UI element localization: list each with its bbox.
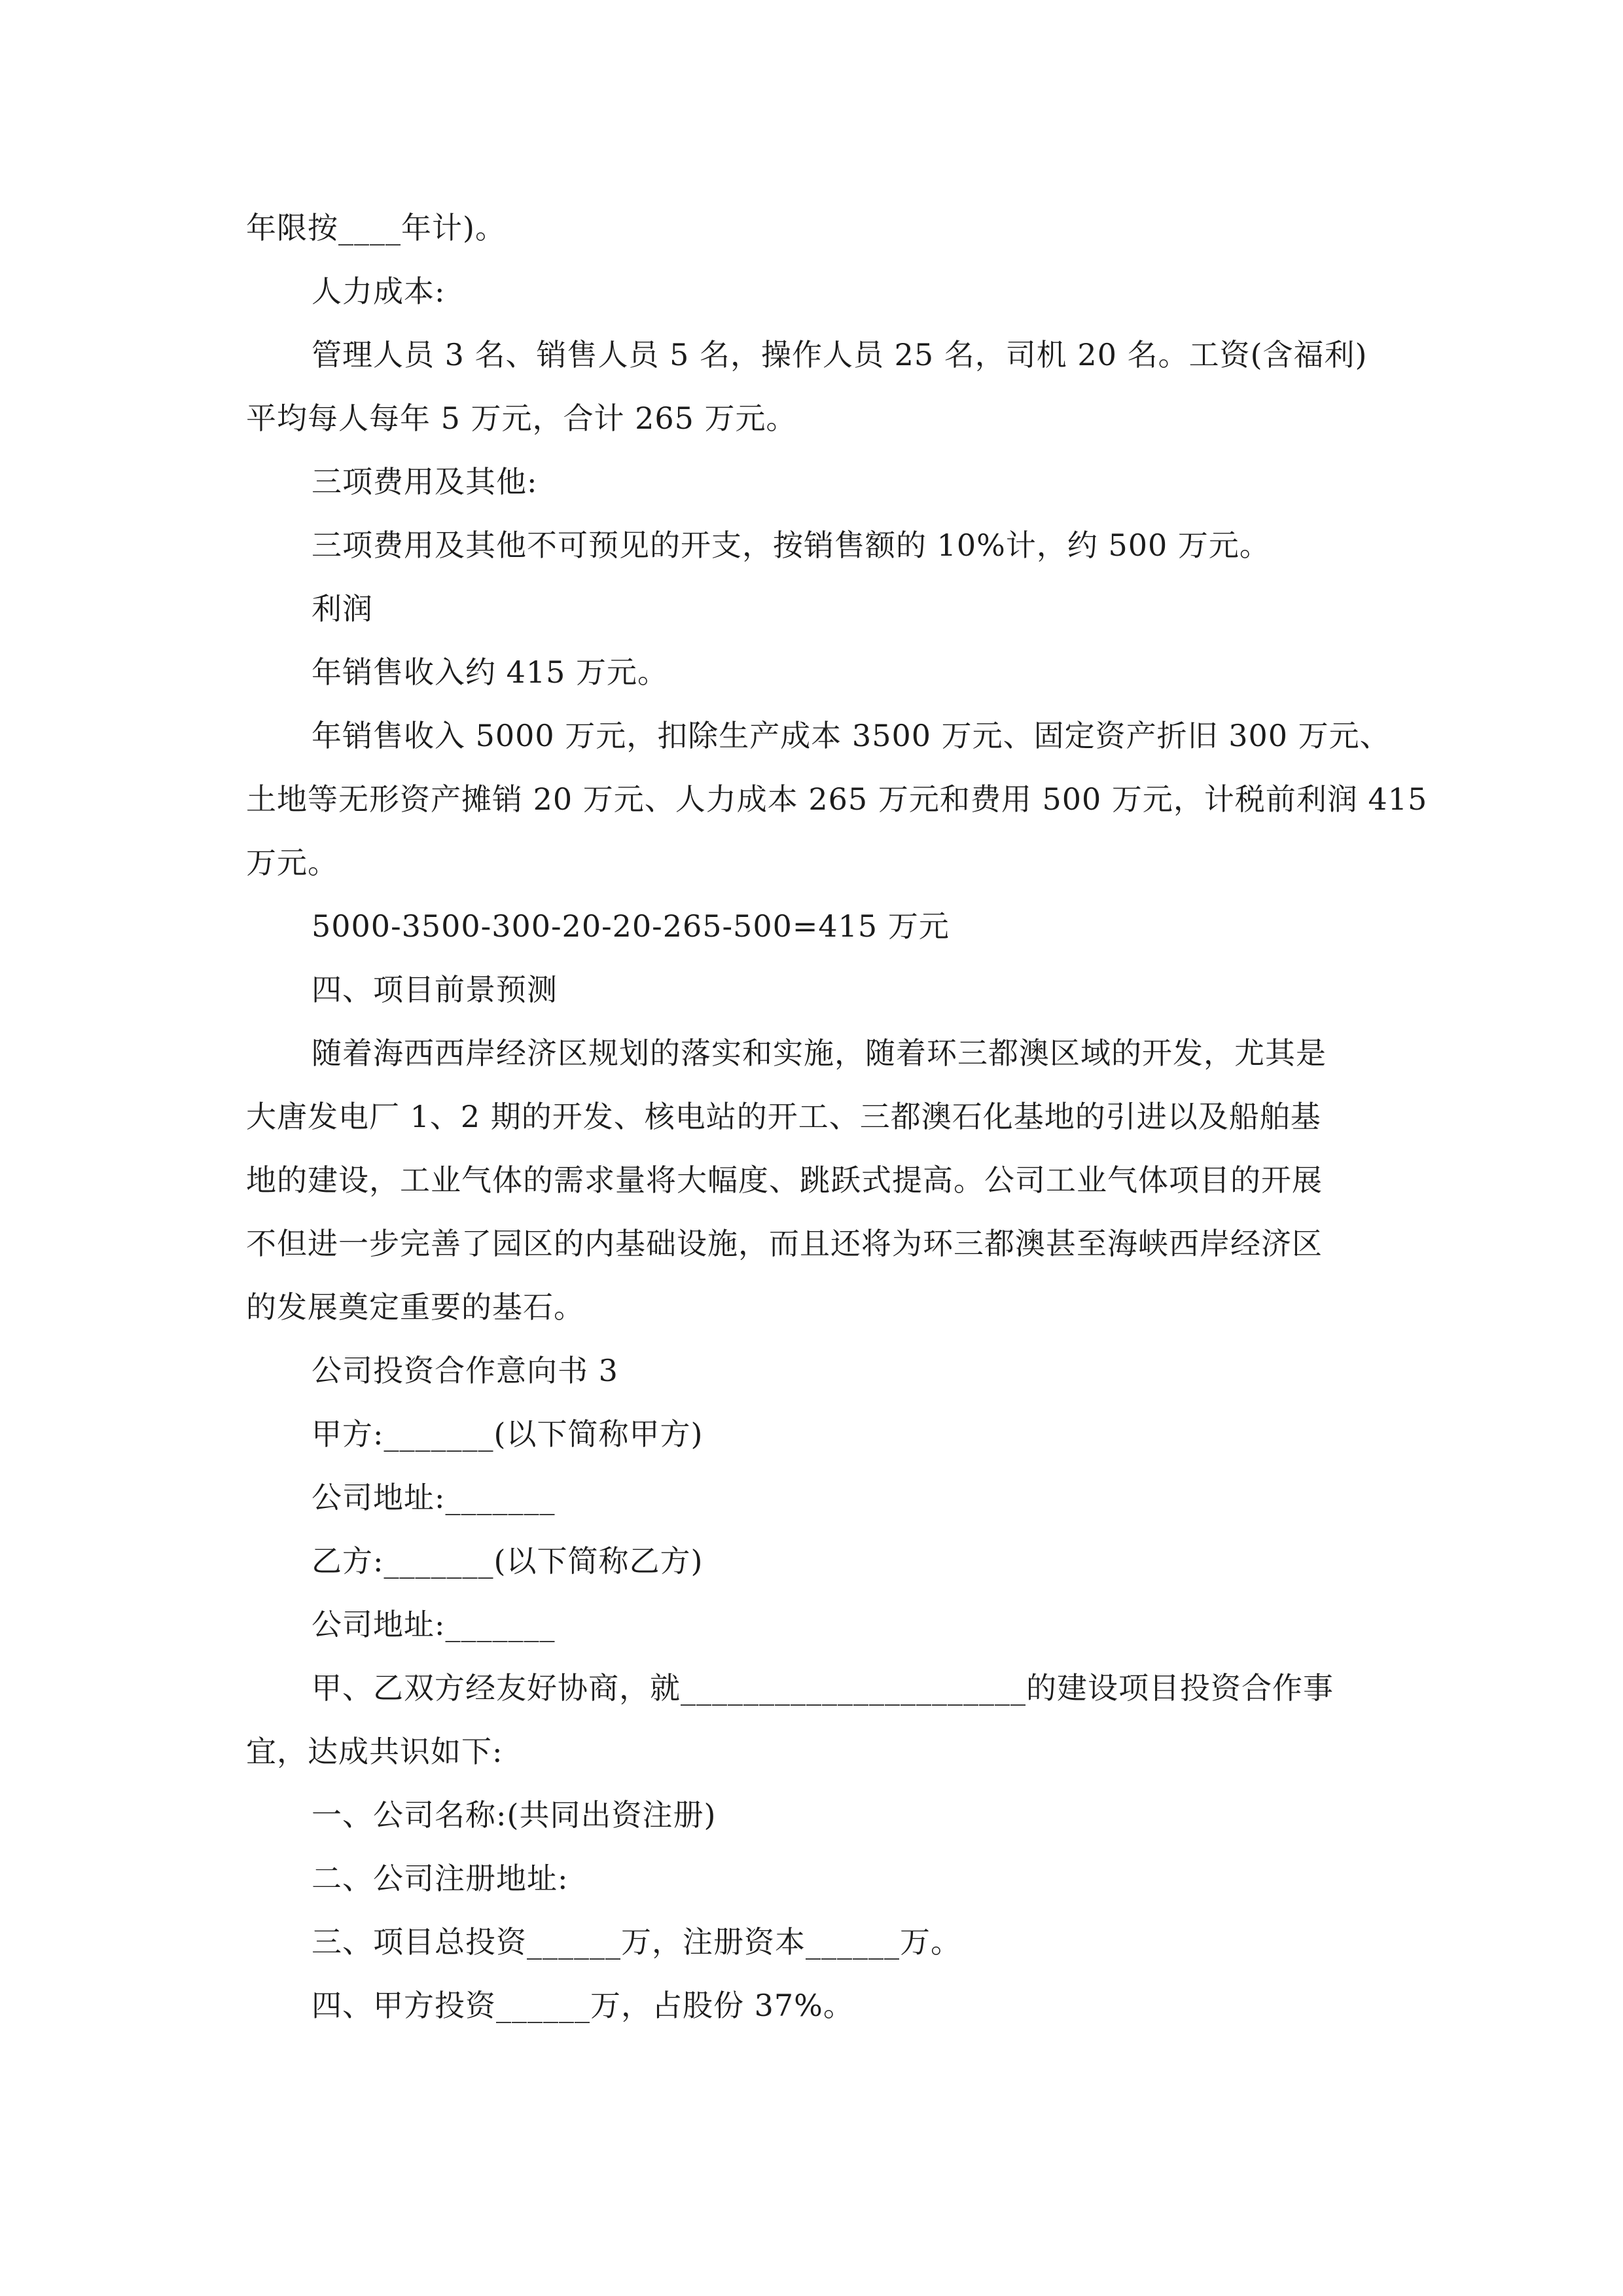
party-b-line: 乙方:_______(以下简称乙方) [312, 1543, 704, 1579]
text-line-17: 不但进一步完善了园区的内基础设施，而且还将为环三都澳甚至海峡西岸经济区 [246, 1226, 1323, 1261]
section-heading-outlook: 四、项目前景预测 [312, 972, 558, 1007]
party-a-address: 公司地址:_______ [312, 1480, 556, 1515]
clause-4: 四、甲方投资______万，占股份 37%。 [312, 1988, 854, 2023]
text-line-3: 管理人员 3 名、销售人员 5 名，操作人员 25 名，司机 20 名。工资(含福利) [312, 337, 1368, 372]
clause-2: 二、公司注册地址: [312, 1861, 569, 1896]
text-line-9: 年销售收入 5000 万元，扣除生产成本 3500 万元、固定资产折旧 300 万元、 [312, 718, 1391, 753]
clause-3: 三、项目总投资______万，注册资本______万。 [312, 1924, 961, 1960]
text-line-14: 随着海西西岸经济区规划的落实和实施，随着环三都澳区域的开发，尤其是 [312, 1035, 1327, 1071]
formula-line: 5000-3500-300-20-20-265-500=415 万元 [312, 908, 950, 944]
party-a-line: 甲方:_______(以下简称甲方) [312, 1416, 704, 1452]
clause-1: 一、公司名称:(共同出资注册) [312, 1797, 717, 1833]
text-line-25: 宜，达成共识如下: [246, 1734, 503, 1769]
text-line-10: 土地等无形资产摊销 20 万元、人力成本 265 万元和费用 500 万元，计税前利润 415 [246, 781, 1428, 817]
text-line-15: 大唐发电厂 1、2 期的开发、核电站的开工、三都澳石化基地的引进以及船舶基 [246, 1099, 1321, 1134]
text-line-8: 年销售收入约 415 万元。 [312, 655, 669, 690]
text-line-16: 地的建设，工业气体的需求量将大幅度、跳跃式提高。公司工业气体项目的开展 [246, 1162, 1323, 1198]
text-line-4: 平均每人每年 5 万元，合计 265 万元。 [246, 401, 797, 436]
text-line-24: 甲、乙双方经友好协商，就______________________的建设项目投资合作事 [312, 1670, 1334, 1706]
document-title: 公司投资合作意向书 3 [312, 1353, 618, 1388]
party-b-address: 公司地址:_______ [312, 1607, 556, 1642]
text-line-6: 三项费用及其他不可预见的开支，按销售额的 10%计，约 500 万元。 [312, 528, 1270, 563]
text-line-18: 的发展奠定重要的基石。 [246, 1289, 584, 1325]
section-heading-profit: 利润 [312, 591, 373, 626]
text-line-1: 年限按____年计)。 [246, 210, 506, 245]
text-line-11: 万元。 [246, 845, 338, 880]
section-heading-expenses: 三项费用及其他: [312, 464, 538, 499]
section-heading-labor-cost: 人力成本: [312, 274, 446, 309]
